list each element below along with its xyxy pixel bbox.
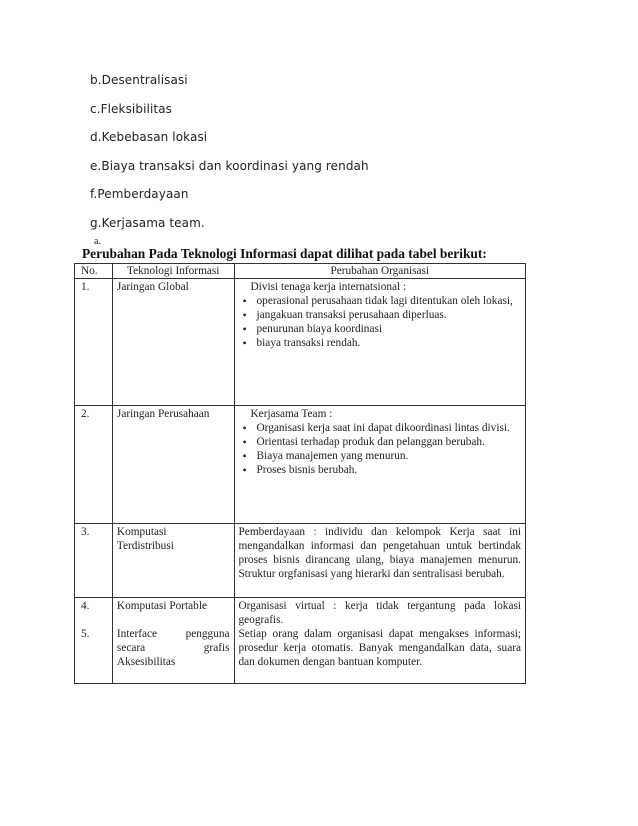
- row-number: 2.: [75, 406, 113, 524]
- table-row: [75, 279, 526, 406]
- list-item: d.Kebebasan lokasi: [90, 130, 208, 145]
- row-technology: [112, 524, 234, 598]
- row-change: [234, 598, 525, 684]
- row-number: 1.: [75, 279, 113, 406]
- comparison-table: [74, 263, 526, 684]
- technology-line: Komputasi: [116, 526, 167, 538]
- row-number: [75, 598, 113, 684]
- table-row: [75, 524, 526, 598]
- bullet-item: • biaya transaksi rendah.: [257, 336, 521, 350]
- technology-line: Interface pengguna: [116, 628, 230, 640]
- table-heading: Perubahan Pada Teknologi Informasi dapat dilihat pada tabel berikut:: [82, 246, 487, 261]
- technology-line: secara grafis: [116, 642, 230, 654]
- change-bullets: [239, 421, 521, 477]
- bullet-item: • jangakuan transaksi perusahaan diperluas.: [257, 308, 521, 322]
- technology-line: Aksesibilitas: [116, 656, 176, 668]
- change-paragraph: Setiap orang dalam organisasi dapat mengakses informasi; prosedur kerja otomatis. Banyak mengandalkan data, suara dan dokumen dengan bantuan komputer.: [238, 628, 521, 668]
- list-item: b.Desentralisasi: [90, 73, 188, 87]
- technology-line: Komputasi Portable: [116, 600, 207, 612]
- table-row: [75, 598, 526, 684]
- list-item: g.Kerjasama team.: [90, 215, 205, 230]
- bullet-item: • Organisasi kerja saat ini dapat dikoordinasi lintas divisi.: [257, 421, 521, 435]
- table-header-row: [75, 264, 526, 279]
- row-number-5: 5.: [81, 628, 90, 640]
- change-bullets: [239, 294, 521, 350]
- bullet-item: • operasional perusahaan tidak lagi ditentukan oleh lokasi,: [257, 294, 521, 308]
- row-change: Pemberdayaan : individu dan kelompok Kerja saat ini mengandalkan informasi dan pengetahuan untuk bertindak proses bisnis dirancang ulang, biaya manajemen menurun. Struktur orgfanisasi yang hierarki dan sentralisasi berubah.: [234, 524, 525, 598]
- list-item: c.Fleksibilitas: [90, 101, 172, 116]
- header-change: Perubahan Organisasi: [234, 264, 525, 279]
- header-no: No.: [75, 264, 113, 279]
- row-technology: Jaringan Perusahaan: [112, 406, 234, 524]
- list-item: f.Pemberdayaan: [90, 187, 189, 202]
- row-change: [234, 406, 525, 524]
- table-row: [75, 406, 526, 524]
- bullet-item: • penurunan biaya koordinasi: [257, 322, 521, 336]
- list-item: e.Biaya transaksi dan koordinasi yang rendah: [90, 158, 369, 173]
- change-intro: Divisi tenaga kerja internatsional :: [250, 281, 407, 293]
- bullet-item: • Orientasi terhadap produk dan pelanggan berubah.: [257, 435, 521, 449]
- row-change: [234, 279, 525, 406]
- row-number: 3.: [75, 524, 113, 598]
- change-paragraph: Organisasi virtual : kerja tidak tergantung pada lokasi geografis.: [238, 600, 521, 626]
- technology-line: Terdistribusi: [116, 540, 174, 552]
- feature-list: [90, 72, 369, 244]
- row-number-4: 4.: [81, 600, 90, 612]
- header-technology: Teknologi Informasi: [112, 264, 234, 279]
- sub-label: a.: [94, 236, 101, 247]
- bullet-item: • Proses bisnis berubah.: [257, 463, 521, 477]
- row-technology: Jaringan Global: [112, 279, 234, 406]
- bullet-item: • Biaya manajemen yang menurun.: [257, 449, 521, 463]
- row-technology: [112, 598, 234, 684]
- change-intro: Kerjasama Team :: [250, 408, 333, 420]
